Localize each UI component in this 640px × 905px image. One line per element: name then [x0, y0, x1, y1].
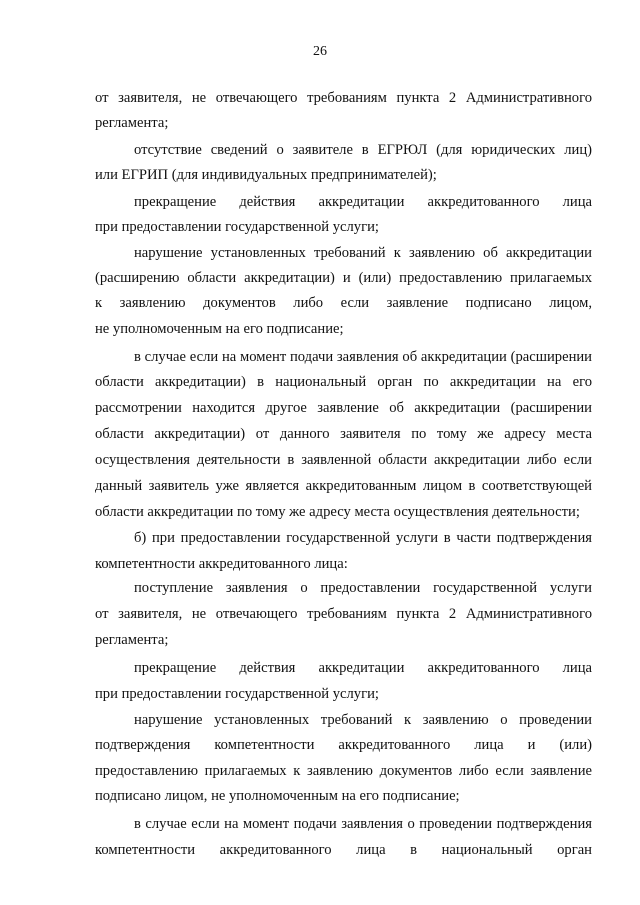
text-line: компетентности аккредитованного лица:: [95, 556, 348, 572]
text-line: от заявителя, не отвечающего требованиям пункта 2 Административного: [95, 606, 592, 622]
text-line: (расширению области аккредитации) и (или) предоставлению прилагаемых: [95, 270, 592, 286]
text-line: отсутствие сведений о заявителе в ЕГРЮЛ (для юридических лиц): [134, 142, 592, 158]
text-line: при предоставлении государственной услуги;: [95, 686, 379, 702]
text-line: прекращение действия аккредитации аккредитованного лица: [134, 194, 592, 210]
text-line: данный заявитель уже является аккредитованным лицом в соответствующей: [95, 478, 592, 494]
text-line: предоставлению прилагаемых к заявлению документов либо если заявление: [95, 763, 592, 779]
text-line: компетентности аккредитованного лица в национальный орган: [95, 842, 592, 858]
text-line: нарушение установленных требований к заявлению о проведении: [134, 712, 592, 728]
text-line: при предоставлении государственной услуги;: [95, 219, 379, 235]
text-line: подписано лицом, не уполномоченным на его подписание;: [95, 788, 460, 804]
text-line: прекращение действия аккредитации аккредитованного лица: [134, 660, 592, 676]
text-line: к заявлению документов либо если заявление подписано лицом,: [95, 295, 592, 311]
text-line: подтверждения компетентности аккредитованного лица и (или): [95, 737, 592, 753]
text-line: не уполномоченным на его подписание;: [95, 321, 344, 337]
text-line: в случае если на момент подачи заявления о проведении подтверждения: [134, 816, 592, 832]
text-line: области аккредитации по тому же адресу места осуществления деятельности;: [95, 504, 580, 520]
text-line: области аккредитации) от данного заявителя по тому же адресу места: [95, 426, 592, 442]
text-line: поступление заявления о предоставлении государственной услуги: [134, 580, 592, 596]
text-line: осуществления деятельности в заявленной области аккредитации либо если: [95, 452, 592, 468]
text-line: регламента;: [95, 632, 169, 648]
text-line: от заявителя, не отвечающего требованиям пункта 2 Административного: [95, 90, 592, 106]
text-line: рассмотрении находится другое заявление об аккредитации (расширении: [95, 400, 592, 416]
page-number: 26: [313, 44, 327, 59]
text-line: б) при предоставлении государственной услуги в части подтверждения: [134, 530, 592, 546]
text-line: в случае если на момент подачи заявления об аккредитации (расширении: [134, 349, 592, 365]
text-line: или ЕГРИП (для индивидуальных предпринимателей);: [95, 167, 437, 183]
text-line: регламента;: [95, 115, 169, 131]
text-line: области аккредитации) в национальный орган по аккредитации на его: [95, 374, 592, 390]
text-line: нарушение установленных требований к заявлению об аккредитации: [134, 245, 592, 261]
